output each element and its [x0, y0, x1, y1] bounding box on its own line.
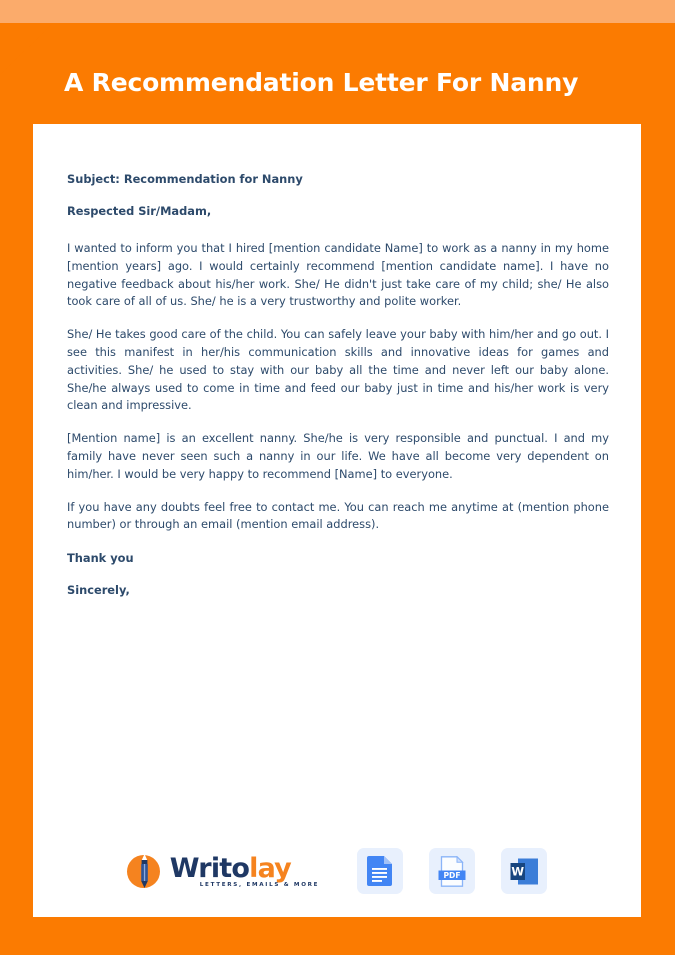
pdf-icon-label: PDF — [443, 870, 461, 880]
letter-paragraph-2: She/ He takes good care of the child. You can safely leave your baby with him/her and go out. I see this manifest in her/his communication skills and innovative ideas for games and activities. She/ he used to stay with our baby all the time and never left our baby alone. She/he always used to come in time and feed our baby just in time and his/her work is very clean and impressive. — [67, 327, 609, 413]
letter-thanks: Thank you — [67, 551, 134, 566]
logo-tagline: LETTERS, EMAILS & MORE — [199, 882, 320, 888]
word-icon-label: W — [511, 863, 524, 878]
top-accent-strip — [0, 0, 675, 23]
google-docs-icon — [367, 856, 393, 886]
letter-closing: Sincerely, — [67, 583, 130, 598]
download-pdf-button[interactable] — [429, 848, 475, 894]
logo-word-writo: Writo — [169, 853, 250, 884]
writolay-logo-text — [170, 854, 319, 888]
letter-body — [67, 170, 609, 613]
footer-row — [33, 836, 641, 906]
logo-word-lay: lay — [249, 853, 291, 884]
letter-salutation: Respected Sir/Madam, — [67, 204, 212, 218]
page-title: A Recommendation Letter For Nanny — [64, 68, 579, 97]
download-google-docs-button[interactable] — [357, 848, 403, 894]
pdf-icon — [438, 856, 466, 887]
letter-subject: Subject: Recommendation for Nanny — [67, 172, 303, 186]
word-icon — [510, 857, 539, 886]
writolay-logo-mark — [127, 852, 165, 890]
letter-paragraph-4: If you have any doubts feel free to contact me. You can reach me anytime at (mention phone number) or through an email (mention email address). — [67, 499, 609, 532]
letter-paragraph-1: I wanted to inform you that I hired [mention candidate Name] to work as a nanny in my home [mention years] ago. I would certainly recommend [mention candidate name]. I have no negative feedback about his/her work. She/ He didn't just take care of my child; she/ He also took care of all of us. She/ he is a very trustworthy and polite worker. — [67, 241, 609, 309]
letter-card — [33, 124, 641, 917]
logo-wordmark — [170, 854, 291, 883]
writolay-logo[interactable] — [127, 852, 319, 890]
download-word-button[interactable] — [501, 848, 547, 894]
pen-icon — [140, 854, 149, 888]
letter-paragraph-3: [Mention name] is an excellent nanny. She/he is very responsible and punctual. I and my family have never seen such a nanny in our life. We have all become very dependent on him/her. I would be very happy to recommend [Name] to everyone. — [67, 431, 609, 481]
